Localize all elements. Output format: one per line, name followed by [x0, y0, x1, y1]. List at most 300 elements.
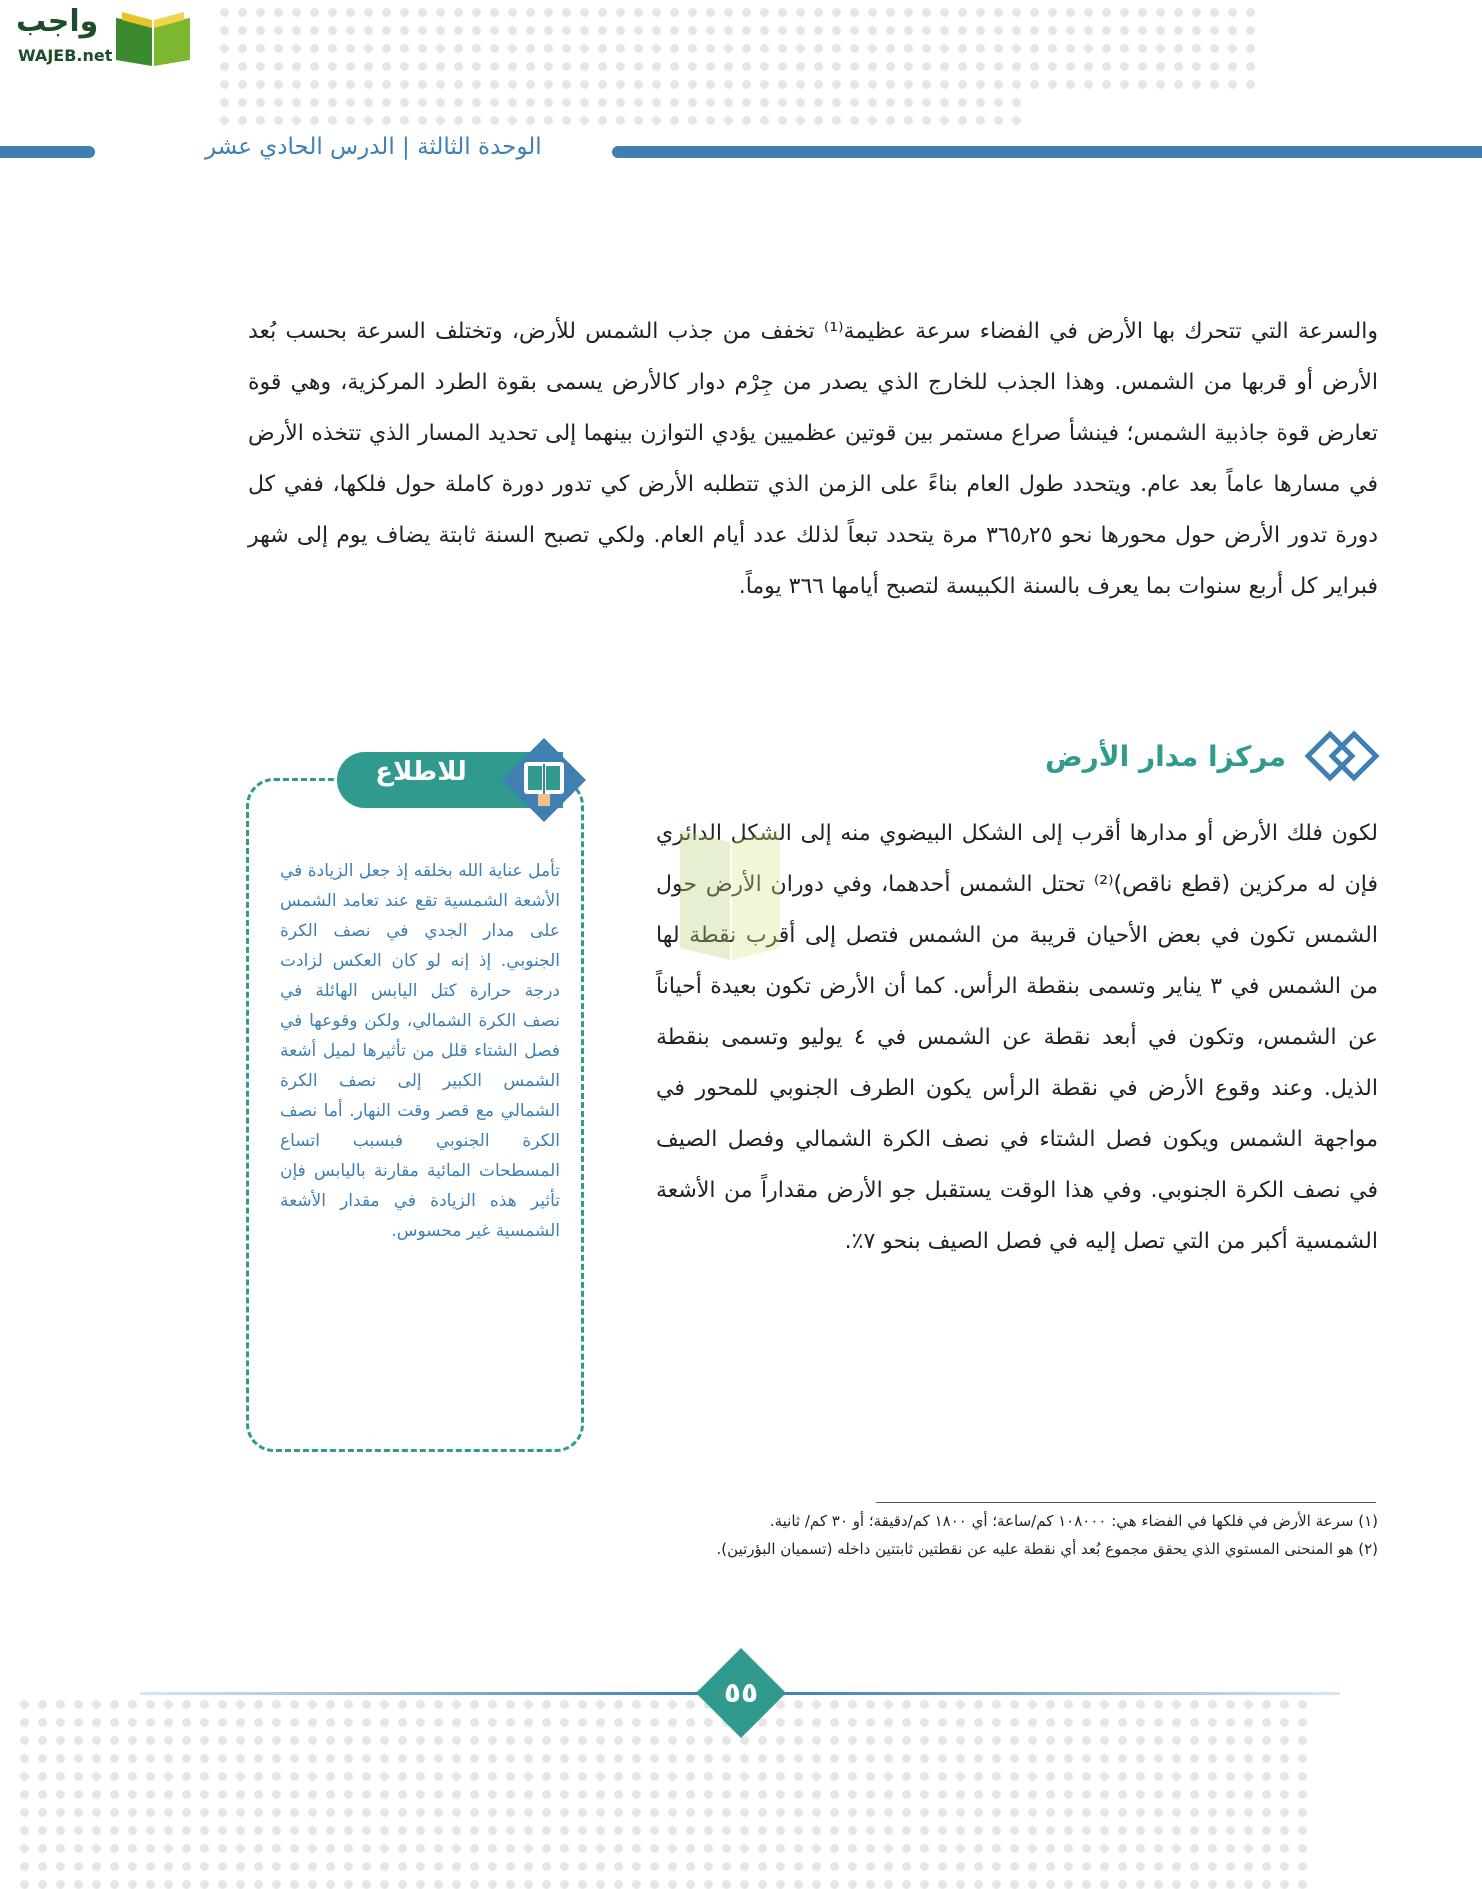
- decorative-dot: [922, 26, 931, 35]
- decorative-dot: [812, 1826, 821, 1835]
- decorative-dot: [272, 1736, 281, 1745]
- decorative-dot: [310, 80, 319, 89]
- decorative-dot: [346, 26, 355, 35]
- decorative-dot: [200, 1790, 209, 1799]
- decorative-dot: [994, 80, 1003, 89]
- decorative-dot: [688, 62, 697, 71]
- decorative-dot: [1298, 1736, 1307, 1745]
- decorative-dot: [632, 1736, 641, 1745]
- decorative-dot: [182, 1862, 191, 1871]
- decorative-dot: [686, 1880, 695, 1889]
- decorative-dot: [92, 1808, 101, 1817]
- decorative-dot: [868, 62, 877, 71]
- decorative-dot: [490, 62, 499, 71]
- header-bar-right: [612, 146, 1482, 158]
- decorative-dot: [632, 1808, 641, 1817]
- decorative-dot: [310, 26, 319, 35]
- decorative-dot: [1280, 1718, 1289, 1727]
- decorative-dot: [1082, 1736, 1091, 1745]
- decorative-dot: [544, 8, 553, 17]
- decorative-dot: [164, 1754, 173, 1763]
- decorative-dot: [398, 1700, 407, 1709]
- decorative-dot: [164, 1772, 173, 1781]
- wajeb-logo[interactable]: [8, 4, 194, 70]
- decorative-dot: [380, 1790, 389, 1799]
- decorative-dot: [596, 1718, 605, 1727]
- decorative-dot: [74, 1718, 83, 1727]
- info-sidebar-text: تأمل عناية الله بخلقه إذ جعل الزيادة في الأشعة الشمسية تقع عند تعامد الشمس على مدار الجدي في نصف الكرة الجنوبي. إذ إنه لو كان العكس لزادت درجة حرارة كتل اليابس الهائلة في نصف الكرة الشمالي، ولكن وقوعها في فصل الشتاء قلل من تأثيرها لميل أشعة الشمس الكبير إلى نصف الكرة الشمالي مع قصر وقت النهار. أما نصف الكرة الجنوبي فبسبب اتساع المسطحات المائية مقارنة باليابس فإن تأثير هذه الزيادة في مقدار الأشعة الشمسية غير محسوس.: [280, 861, 560, 1241]
- decorative-dot: [344, 1862, 353, 1871]
- decorative-dot: [238, 62, 247, 71]
- decorative-dot: [272, 1808, 281, 1817]
- decorative-dot: [344, 1772, 353, 1781]
- decorative-dot: [994, 8, 1003, 17]
- decorative-dot: [74, 1772, 83, 1781]
- decorative-dot: [794, 1772, 803, 1781]
- decorative-dot: [668, 1862, 677, 1871]
- decorative-dot: [362, 1826, 371, 1835]
- decorative-dot: [796, 44, 805, 53]
- decorative-dot: [454, 62, 463, 71]
- decorative-dot: [238, 26, 247, 35]
- decorative-dot: [1172, 1808, 1181, 1817]
- decorative-dot: [830, 1880, 839, 1889]
- decorative-dot: [1136, 1790, 1145, 1799]
- decorative-dot: [578, 1862, 587, 1871]
- decorative-dot: [866, 1790, 875, 1799]
- decorative-dot: [704, 1880, 713, 1889]
- decorative-dot: [904, 8, 913, 17]
- decorative-dot: [1298, 1700, 1307, 1709]
- decorative-dot: [308, 1718, 317, 1727]
- decorative-dot: [1154, 1808, 1163, 1817]
- decorative-dot: [182, 1844, 191, 1853]
- decorative-dot: [560, 1700, 569, 1709]
- decorative-dot: [308, 1808, 317, 1817]
- decorative-dot: [992, 1754, 1001, 1763]
- decorative-dot: [904, 116, 913, 125]
- decorative-dot: [994, 116, 1003, 125]
- decorative-dot: [290, 1718, 299, 1727]
- decorative-dot: [256, 62, 265, 71]
- decorative-dot: [956, 1844, 965, 1853]
- decorative-dot: [722, 1844, 731, 1853]
- decorative-dot: [110, 1880, 119, 1889]
- decorative-dot: [902, 1754, 911, 1763]
- decorative-dot: [110, 1718, 119, 1727]
- decorative-dot: [1228, 80, 1237, 89]
- decorative-dot: [596, 1844, 605, 1853]
- decorative-dot: [848, 1736, 857, 1745]
- decorative-dot: [326, 1790, 335, 1799]
- decorative-dot: [938, 1790, 947, 1799]
- decorative-dot: [580, 26, 589, 35]
- decorative-dot: [508, 44, 517, 53]
- decorative-dot: [1012, 98, 1021, 107]
- decorative-dot: [416, 1880, 425, 1889]
- decorative-dot: [902, 1808, 911, 1817]
- decorative-dot: [670, 8, 679, 17]
- decorative-dot: [742, 26, 751, 35]
- decorative-dot: [1208, 1862, 1217, 1871]
- decorative-dot: [956, 1880, 965, 1889]
- decorative-dot: [1208, 1700, 1217, 1709]
- decorative-dot: [1190, 1700, 1199, 1709]
- decorative-dot: [706, 116, 715, 125]
- decorative-dot: [416, 1718, 425, 1727]
- decorative-dot: [614, 1736, 623, 1745]
- decorative-dot: [1030, 62, 1039, 71]
- decorative-dot: [1064, 1826, 1073, 1835]
- decorative-dot: [1246, 26, 1255, 35]
- decorative-dot: [578, 1790, 587, 1799]
- decorative-dot: [544, 62, 553, 71]
- decorative-dot: [38, 1772, 47, 1781]
- decorative-dot: [200, 1826, 209, 1835]
- decorative-dot: [326, 1862, 335, 1871]
- decorative-dot: [902, 1700, 911, 1709]
- decorative-dot: [256, 26, 265, 35]
- decorative-dot: [416, 1844, 425, 1853]
- decorative-dot: [526, 62, 535, 71]
- decorative-dot: [1246, 44, 1255, 53]
- decorative-dot: [722, 1754, 731, 1763]
- decorative-dot: [256, 44, 265, 53]
- decorative-dot: [1190, 1754, 1199, 1763]
- decorative-dot: [832, 98, 841, 107]
- decorative-dot: [1012, 44, 1021, 53]
- decorative-dot: [922, 80, 931, 89]
- decorative-dot: [344, 1700, 353, 1709]
- decorative-dot: [830, 1700, 839, 1709]
- decorative-dot: [434, 1736, 443, 1745]
- decorative-dot: [1280, 1772, 1289, 1781]
- decorative-dot: [562, 62, 571, 71]
- decorative-dot: [866, 1718, 875, 1727]
- decorative-dot: [1046, 1880, 1055, 1889]
- decorative-dot: [958, 116, 967, 125]
- decorative-dot: [524, 1700, 533, 1709]
- decorative-dot: [1064, 1772, 1073, 1781]
- decorative-dot: [1010, 1808, 1019, 1817]
- decorative-dot: [1100, 1808, 1109, 1817]
- decorative-dot: [434, 1862, 443, 1871]
- decorative-dot: [938, 1736, 947, 1745]
- decorative-dot: [92, 1736, 101, 1745]
- decorative-dot: [1154, 1772, 1163, 1781]
- decorative-dot: [1172, 1790, 1181, 1799]
- decorative-dot: [1280, 1826, 1289, 1835]
- decorative-dot: [128, 1772, 137, 1781]
- decorative-dot: [580, 80, 589, 89]
- decorative-dot: [1228, 62, 1237, 71]
- decorative-dot: [38, 1790, 47, 1799]
- decorative-dot: [632, 1826, 641, 1835]
- decorative-dot: [146, 1844, 155, 1853]
- decorative-dot: [812, 1772, 821, 1781]
- decorative-dot: [452, 1772, 461, 1781]
- decorative-dot: [634, 26, 643, 35]
- decorative-dot: [1154, 1700, 1163, 1709]
- decorative-dot: [1118, 1844, 1127, 1853]
- decorative-dot: [938, 1718, 947, 1727]
- decorative-dot: [328, 8, 337, 17]
- decorative-dot: [1226, 1826, 1235, 1835]
- decorative-dot: [524, 1826, 533, 1835]
- decorative-dot: [326, 1718, 335, 1727]
- decorative-dot: [1066, 26, 1075, 35]
- decorative-dot: [20, 1844, 29, 1853]
- decorative-dot: [1156, 8, 1165, 17]
- decorative-dot: [1028, 1718, 1037, 1727]
- footer-line-left: [140, 1692, 700, 1695]
- footnote-rule: [876, 1502, 1376, 1503]
- decorative-dot: [1174, 8, 1183, 17]
- decorative-dot: [760, 98, 769, 107]
- decorative-dot: [776, 1862, 785, 1871]
- decorative-dot: [256, 80, 265, 89]
- decorative-dot: [110, 1754, 119, 1763]
- decorative-dot: [884, 1880, 893, 1889]
- decorative-dot: [1028, 1826, 1037, 1835]
- decorative-dot: [1010, 1790, 1019, 1799]
- decorative-dot: [1244, 1790, 1253, 1799]
- decorative-dot: [1064, 1880, 1073, 1889]
- decorative-dot: [74, 1808, 83, 1817]
- decorative-dot: [560, 1718, 569, 1727]
- decorative-dot: [1046, 1754, 1055, 1763]
- decorative-dot: [398, 1826, 407, 1835]
- decorative-dot: [778, 44, 787, 53]
- decorative-dot: [128, 1844, 137, 1853]
- decorative-dot: [830, 1808, 839, 1817]
- decorative-dot: [310, 44, 319, 53]
- decorative-dot: [38, 1718, 47, 1727]
- decorative-dot: [1262, 1808, 1271, 1817]
- decorative-dot: [400, 116, 409, 125]
- decorative-dot: [328, 116, 337, 125]
- decorative-dot: [562, 8, 571, 17]
- decorative-dot: [290, 1772, 299, 1781]
- decorative-dot: [992, 1862, 1001, 1871]
- decorative-dot: [940, 26, 949, 35]
- decorative-dot: [254, 1772, 263, 1781]
- decorative-dot: [472, 80, 481, 89]
- decorative-dot: [902, 1772, 911, 1781]
- decorative-dot: [524, 1808, 533, 1817]
- decorative-dot: [596, 1700, 605, 1709]
- decorative-dot: [1100, 1790, 1109, 1799]
- decorative-dot: [524, 1736, 533, 1745]
- decorative-dot: [814, 8, 823, 17]
- decorative-dot: [128, 1736, 137, 1745]
- decorative-dot: [634, 116, 643, 125]
- decorative-dot: [1102, 26, 1111, 35]
- decorative-dot: [292, 44, 301, 53]
- decorative-dot: [650, 1736, 659, 1745]
- decorative-dot: [830, 1844, 839, 1853]
- decorative-dot: [992, 1880, 1001, 1889]
- decorative-dot: [974, 1754, 983, 1763]
- decorative-dot: [436, 116, 445, 125]
- decorative-dot: [1120, 44, 1129, 53]
- decorative-dot: [848, 1862, 857, 1871]
- decorative-dot: [472, 26, 481, 35]
- decorative-dot: [938, 1754, 947, 1763]
- decorative-dot: [398, 1718, 407, 1727]
- decorative-dot: [670, 116, 679, 125]
- decorative-dot: [742, 8, 751, 17]
- decorative-dot: [832, 8, 841, 17]
- decorative-dot: [272, 1772, 281, 1781]
- decorative-dot: [490, 98, 499, 107]
- decorative-dot: [724, 62, 733, 71]
- decorative-dot: [364, 44, 373, 53]
- decorative-dot: [344, 1718, 353, 1727]
- decorative-dot: [1156, 62, 1165, 71]
- decorative-dot: [688, 44, 697, 53]
- decorative-dot: [634, 8, 643, 17]
- decorative-dot: [1210, 44, 1219, 53]
- decorative-dot: [958, 8, 967, 17]
- decorative-dot: [508, 26, 517, 35]
- decorative-dot: [1030, 80, 1039, 89]
- decorative-dot: [382, 116, 391, 125]
- decorative-dot: [616, 8, 625, 17]
- decorative-dot: [760, 8, 769, 17]
- decorative-dot: [254, 1700, 263, 1709]
- decorative-dot: [434, 1754, 443, 1763]
- decorative-dot: [434, 1844, 443, 1853]
- decorative-dot: [146, 1790, 155, 1799]
- decorative-dot: [904, 80, 913, 89]
- decorative-dot: [92, 1790, 101, 1799]
- decorative-dot: [886, 8, 895, 17]
- decorative-dot: [706, 8, 715, 17]
- decorative-dot: [868, 26, 877, 35]
- decorative-dot: [940, 62, 949, 71]
- decorative-dot: [976, 26, 985, 35]
- decorative-dot: [974, 1880, 983, 1889]
- decorative-dot: [220, 62, 229, 71]
- decorative-dot: [1262, 1880, 1271, 1889]
- decorative-dot: [1082, 1880, 1091, 1889]
- decorative-dot: [218, 1754, 227, 1763]
- decorative-dot: [1172, 1772, 1181, 1781]
- decorative-dot: [812, 1718, 821, 1727]
- decorative-dot: [470, 1772, 479, 1781]
- decorative-dot: [1012, 62, 1021, 71]
- decorative-dot: [164, 1790, 173, 1799]
- decorative-dot: [488, 1718, 497, 1727]
- decorative-dot: [326, 1754, 335, 1763]
- decorative-dot: [472, 44, 481, 53]
- decorative-dot: [128, 1826, 137, 1835]
- decorative-dot: [20, 1790, 29, 1799]
- decorative-dot: [1136, 1880, 1145, 1889]
- decorative-dot: [686, 1790, 695, 1799]
- decorative-dot: [1118, 1772, 1127, 1781]
- decorative-dot: [398, 1790, 407, 1799]
- decorative-dot: [92, 1826, 101, 1835]
- decorative-dot: [758, 1862, 767, 1871]
- decorative-dot: [868, 8, 877, 17]
- decorative-dot: [164, 1844, 173, 1853]
- decorative-dot: [1280, 1754, 1289, 1763]
- decorative-dot: [794, 1700, 803, 1709]
- decorative-dot: [1190, 1718, 1199, 1727]
- decorative-dot: [704, 1754, 713, 1763]
- decorative-dot: [542, 1772, 551, 1781]
- decorative-dot: [1118, 1826, 1127, 1835]
- decorative-dot: [596, 1772, 605, 1781]
- decorative-dot: [812, 1808, 821, 1817]
- decorative-dot: [380, 1718, 389, 1727]
- decorative-dot: [1100, 1736, 1109, 1745]
- decorative-dot: [560, 1808, 569, 1817]
- decorative-dot: [236, 1808, 245, 1817]
- decorative-dot: [704, 1808, 713, 1817]
- decorative-dot: [56, 1754, 65, 1763]
- decorative-dot: [92, 1700, 101, 1709]
- decorative-dot: [1298, 1862, 1307, 1871]
- decorative-dot: [182, 1826, 191, 1835]
- decorative-dot: [632, 1862, 641, 1871]
- decorative-dot: [436, 80, 445, 89]
- decorative-dot: [848, 1700, 857, 1709]
- decorative-dot: [488, 1826, 497, 1835]
- decorative-dot: [382, 44, 391, 53]
- decorative-dot: [616, 26, 625, 35]
- decorative-dot: [274, 44, 283, 53]
- decorative-dot: [850, 116, 859, 125]
- decorative-dot: [508, 80, 517, 89]
- decorative-dot: [580, 8, 589, 17]
- decorative-dot: [380, 1754, 389, 1763]
- decorative-dot: [760, 116, 769, 125]
- decorative-dot: [686, 1754, 695, 1763]
- decorative-dot: [128, 1790, 137, 1799]
- decorative-dot: [722, 1826, 731, 1835]
- decorative-dot: [110, 1772, 119, 1781]
- decorative-dot: [56, 1826, 65, 1835]
- decorative-dot: [362, 1862, 371, 1871]
- decorative-dot: [362, 1880, 371, 1889]
- decorative-dot: [506, 1808, 515, 1817]
- decorative-dot: [400, 8, 409, 17]
- decorative-dot: [740, 1826, 749, 1835]
- decorative-dot: [616, 116, 625, 125]
- decorative-dot: [974, 1772, 983, 1781]
- decorative-dot: [328, 62, 337, 71]
- decorative-dot: [1262, 1718, 1271, 1727]
- decorative-dot: [292, 26, 301, 35]
- decorative-dot: [884, 1718, 893, 1727]
- decorative-dot: [200, 1862, 209, 1871]
- decorative-dot: [1028, 1790, 1037, 1799]
- decorative-dot: [1280, 1880, 1289, 1889]
- decorative-dot: [1154, 1862, 1163, 1871]
- decorative-dot: [1154, 1880, 1163, 1889]
- decorative-dot: [200, 1772, 209, 1781]
- decorative-dot: [220, 8, 229, 17]
- decorative-dot: [452, 1790, 461, 1799]
- decorative-dot: [1208, 1880, 1217, 1889]
- decorative-dot: [110, 1700, 119, 1709]
- decorative-dot: [92, 1718, 101, 1727]
- decorative-dot: [1172, 1754, 1181, 1763]
- decorative-dot: [760, 26, 769, 35]
